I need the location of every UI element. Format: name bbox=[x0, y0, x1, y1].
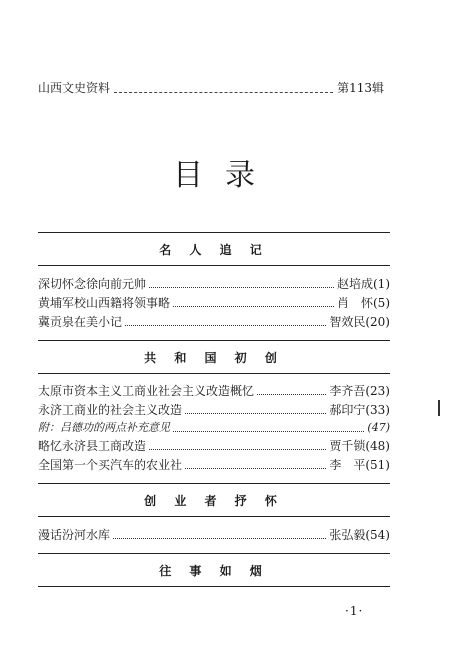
dot-leader bbox=[173, 306, 334, 307]
section-heading: 共 和 国 初 创 bbox=[144, 351, 284, 365]
section-rule-bottom bbox=[38, 586, 390, 587]
section-rule-top bbox=[38, 483, 390, 484]
entry-page: (5) bbox=[373, 296, 390, 310]
entry-title: 冀贡泉在美小记 bbox=[38, 315, 123, 329]
page-number: ·1· bbox=[345, 604, 364, 618]
entry-author: 智效民 bbox=[329, 315, 366, 329]
dot-leader bbox=[185, 468, 326, 469]
dot-leader bbox=[149, 287, 334, 288]
section-rule-bottom bbox=[38, 516, 390, 517]
toc-entry[interactable] bbox=[38, 314, 390, 330]
running-header bbox=[38, 80, 384, 96]
dot-leader bbox=[185, 413, 326, 414]
series-title: 山西文史资料 bbox=[38, 81, 111, 95]
toc-entry[interactable] bbox=[38, 295, 390, 311]
entry-author: 李齐吾 bbox=[329, 384, 366, 398]
entry-author: 郝印宁 bbox=[329, 403, 366, 417]
section-rule-bottom bbox=[38, 265, 390, 266]
dot-leader bbox=[125, 325, 326, 326]
toc-entry[interactable] bbox=[38, 527, 390, 543]
section-heading: 往 事 如 烟 bbox=[159, 564, 269, 578]
entry-title: 附：吕德功的两点补充意见 bbox=[38, 421, 170, 434]
entry-author: 肖 怀 bbox=[336, 296, 373, 310]
entry-title: 全国第一个买汽车的农业社 bbox=[38, 458, 183, 472]
section-rule-bottom bbox=[38, 373, 390, 374]
dot-leader bbox=[113, 538, 326, 539]
entry-author: 贾千锁 bbox=[329, 439, 366, 453]
section-heading: 创 业 者 抒 怀 bbox=[144, 494, 284, 508]
entry-title: 太原市资本主义工商业社会主义改造概忆 bbox=[38, 384, 255, 398]
entry-title: 略忆永济县工商改造 bbox=[38, 439, 147, 453]
entry-page: (1) bbox=[373, 277, 390, 291]
dot-leader bbox=[149, 449, 326, 450]
entry-author: 赵培成 bbox=[336, 277, 373, 291]
entry-title: 黄埔军校山西籍将领事略 bbox=[38, 296, 171, 310]
margin-scan-mark bbox=[438, 400, 440, 416]
entry-title: 漫话汾河水库 bbox=[38, 528, 111, 542]
entry-title: 深切怀念徐向前元帅 bbox=[38, 277, 147, 291]
toc-entry[interactable] bbox=[38, 438, 390, 454]
header-dash-line bbox=[114, 84, 333, 93]
section-rule-top bbox=[38, 232, 390, 233]
toc-entry-appendix[interactable] bbox=[38, 420, 390, 436]
entry-page: (48) bbox=[365, 439, 390, 453]
entry-page: (51) bbox=[365, 458, 390, 472]
section-rule-top bbox=[38, 340, 390, 341]
toc-entry[interactable] bbox=[38, 402, 390, 418]
entry-author: 张弘毅 bbox=[329, 528, 366, 542]
dot-leader bbox=[257, 394, 326, 395]
section-rule-top bbox=[38, 553, 390, 554]
toc-entry[interactable] bbox=[38, 383, 390, 399]
toc-entry[interactable] bbox=[38, 457, 390, 473]
section-heading: 名 人 追 记 bbox=[159, 243, 269, 257]
entry-page: (33) bbox=[365, 403, 390, 417]
entry-page: (23) bbox=[365, 384, 390, 398]
entry-author: 李 平 bbox=[329, 458, 366, 472]
entry-title: 永济工商业的社会主义改造 bbox=[38, 403, 183, 417]
entry-page: (20) bbox=[365, 315, 390, 329]
entry-page: (54) bbox=[365, 528, 390, 542]
dot-leader bbox=[173, 431, 364, 432]
entry-page: (47) bbox=[367, 421, 390, 434]
toc-entry[interactable] bbox=[38, 276, 390, 292]
page-title: 目录 bbox=[173, 158, 277, 193]
issue-number: 第113辑 bbox=[337, 81, 384, 95]
